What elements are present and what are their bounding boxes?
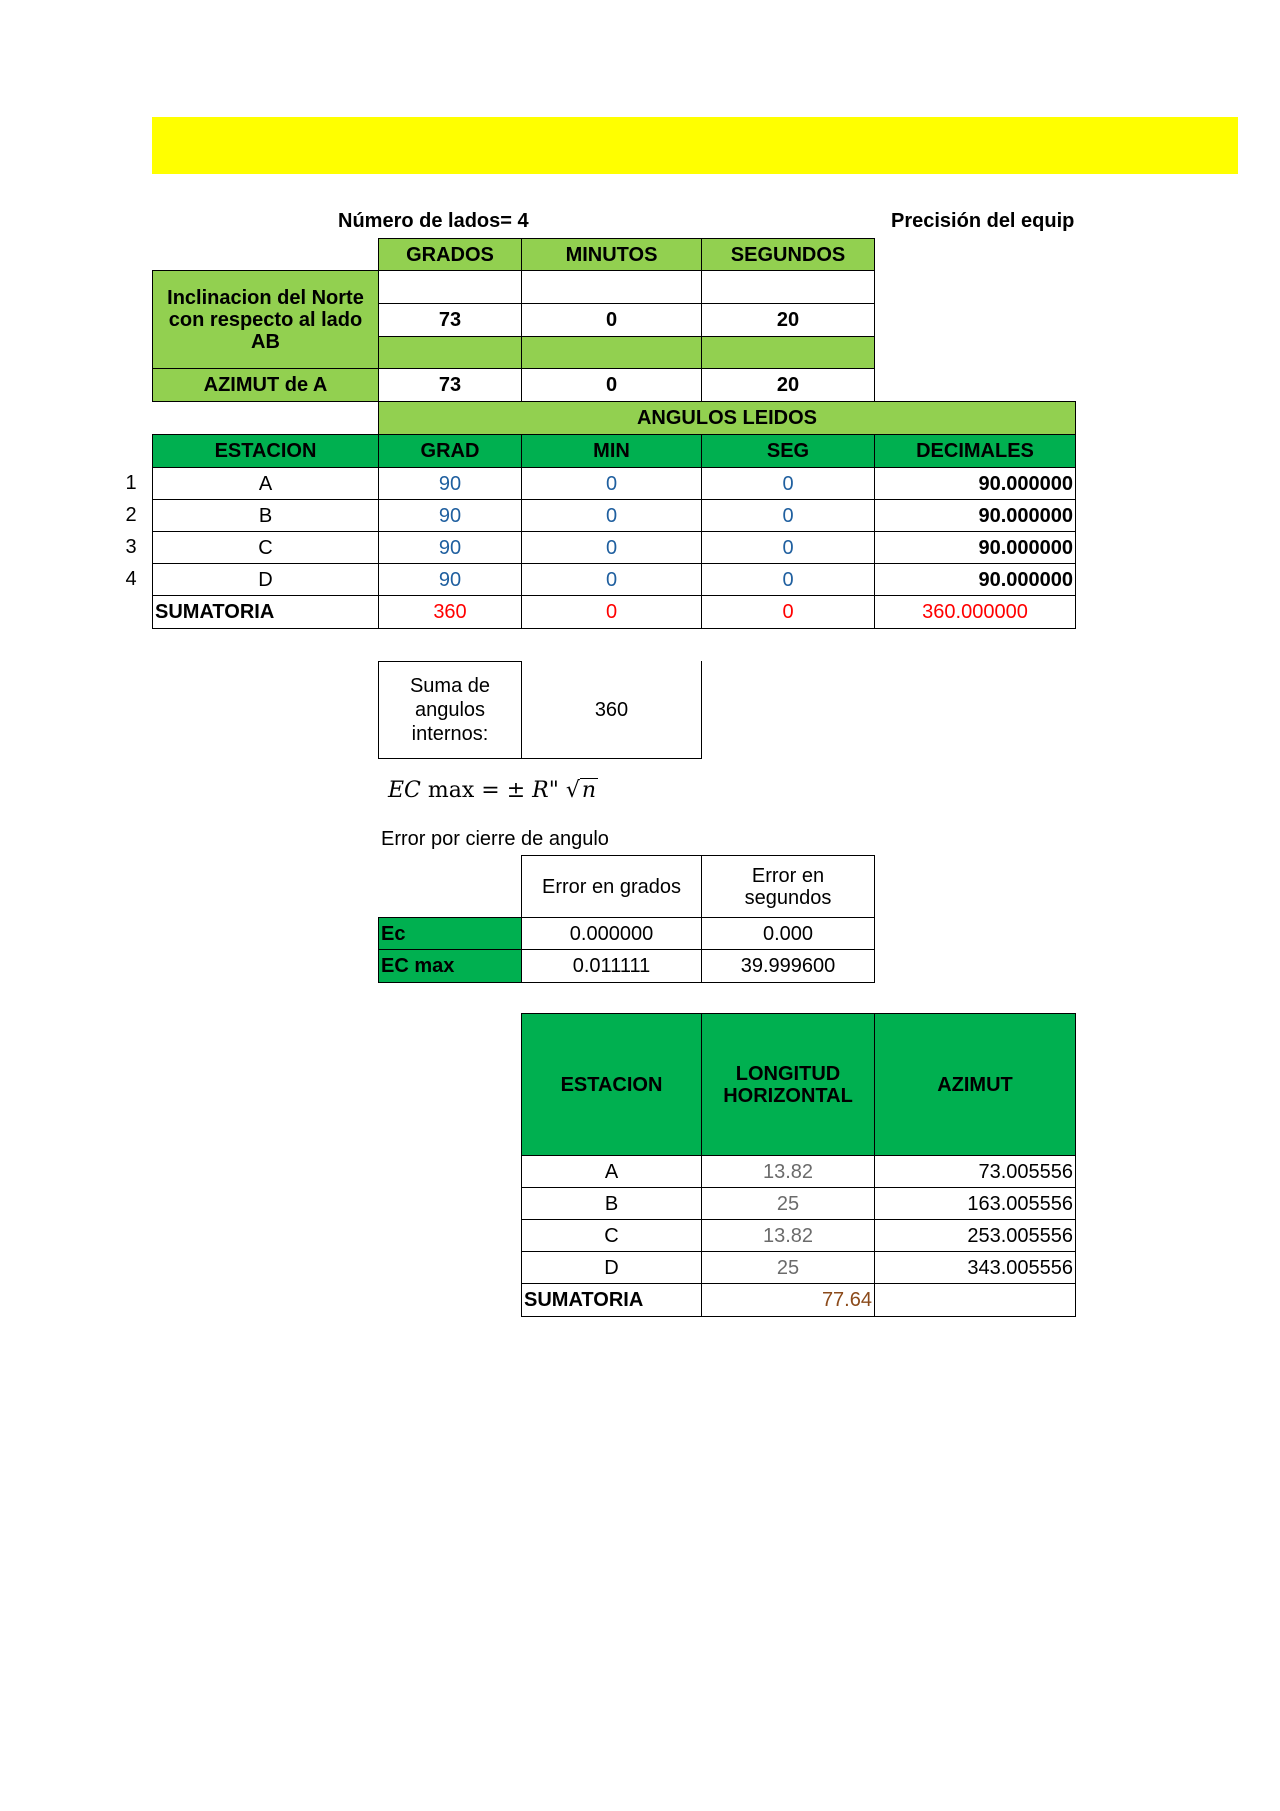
table-row-decimales[interactable]: 90.000000 bbox=[874, 531, 1076, 564]
table-row-azimut[interactable]: 73.005556 bbox=[874, 1155, 1076, 1188]
sumatoria-decimales[interactable]: 360.000000 bbox=[874, 595, 1076, 629]
inclinacion-grados[interactable]: 73 bbox=[378, 303, 522, 337]
error-segundos-header: Error en segundos bbox=[701, 855, 875, 918]
decimales-header: DECIMALES bbox=[874, 434, 1076, 468]
table-row-estacion[interactable]: B bbox=[152, 499, 379, 532]
table-row-grad[interactable]: 90 bbox=[378, 563, 522, 596]
ec-max-segundos[interactable]: 39.999600 bbox=[701, 949, 875, 983]
inclinacion-blank-grados[interactable] bbox=[378, 270, 522, 304]
inclinacion-blank-minutos[interactable] bbox=[521, 270, 702, 304]
num-lados-label: Número de lados= 4 bbox=[338, 210, 529, 232]
table-row-estacion[interactable]: B bbox=[521, 1187, 702, 1220]
table-row-min[interactable]: 0 bbox=[521, 499, 702, 532]
title-bar bbox=[152, 117, 1238, 174]
table-row-longitud[interactable]: 13.82 bbox=[701, 1155, 875, 1188]
table-row-min[interactable]: 0 bbox=[521, 531, 702, 564]
table-row-decimales[interactable]: 90.000000 bbox=[874, 467, 1076, 500]
table-row-estacion[interactable]: D bbox=[152, 563, 379, 596]
az-sumatoria-longitud[interactable]: 77.64 bbox=[701, 1283, 875, 1317]
error-cierre-title: Error por cierre de angulo bbox=[381, 828, 609, 850]
azimut-a-label: AZIMUT de A bbox=[152, 368, 379, 402]
table-row-seg[interactable]: 0 bbox=[701, 531, 875, 564]
row-number: 1 bbox=[125, 472, 137, 494]
min-header: MIN bbox=[521, 434, 702, 468]
table-row-grad[interactable]: 90 bbox=[378, 531, 522, 564]
grad-header: GRAD bbox=[378, 434, 522, 468]
ec-label: Ec bbox=[378, 917, 522, 950]
minutos-header: MINUTOS bbox=[521, 238, 702, 271]
table-row-grad[interactable]: 90 bbox=[378, 499, 522, 532]
formula-eq: = bbox=[481, 778, 500, 803]
table-row-estacion[interactable]: A bbox=[152, 467, 379, 500]
inclinacion-green-minutos bbox=[521, 336, 702, 369]
table-row-longitud[interactable]: 13.82 bbox=[701, 1219, 875, 1252]
ec-grados[interactable]: 0.000000 bbox=[521, 917, 702, 950]
table-row-seg[interactable]: 0 bbox=[701, 563, 875, 596]
az-estacion-header: ESTACION bbox=[521, 1013, 702, 1156]
az-azimut-header: AZIMUT bbox=[874, 1013, 1076, 1156]
estacion-header: ESTACION bbox=[152, 434, 379, 468]
sumatoria-grad[interactable]: 360 bbox=[378, 595, 522, 629]
formula-n: n bbox=[581, 778, 597, 803]
table-row-min[interactable]: 0 bbox=[521, 467, 702, 500]
az-sumatoria-label: SUMATORIA bbox=[521, 1283, 702, 1317]
sumatoria-label: SUMATORIA bbox=[152, 595, 379, 629]
table-row-azimut[interactable]: 343.005556 bbox=[874, 1251, 1076, 1284]
table-row-longitud[interactable]: 25 bbox=[701, 1187, 875, 1220]
inclinacion-green-grados bbox=[378, 336, 522, 369]
table-row-azimut[interactable]: 253.005556 bbox=[874, 1219, 1076, 1252]
row-number: 3 bbox=[125, 536, 137, 558]
azimut-a-minutos[interactable]: 0 bbox=[521, 368, 702, 402]
azimut-a-segundos[interactable]: 20 bbox=[701, 368, 875, 402]
inclinacion-minutos[interactable]: 0 bbox=[521, 303, 702, 337]
sumatoria-min[interactable]: 0 bbox=[521, 595, 702, 629]
sqrt-icon: √ bbox=[565, 778, 580, 803]
table-row-decimales[interactable]: 90.000000 bbox=[874, 499, 1076, 532]
suma-internos-value[interactable]: 360 bbox=[521, 661, 702, 759]
table-row-azimut[interactable]: 163.005556 bbox=[874, 1187, 1076, 1220]
row-number: 2 bbox=[125, 504, 137, 526]
inclinacion-blank-segundos[interactable] bbox=[701, 270, 875, 304]
ec-segundos[interactable]: 0.000 bbox=[701, 917, 875, 950]
inclinacion-green-segundos bbox=[701, 336, 875, 369]
table-row-grad[interactable]: 90 bbox=[378, 467, 522, 500]
table-row-estacion[interactable]: C bbox=[152, 531, 379, 564]
formula-max: max bbox=[427, 778, 475, 803]
ec-max-formula bbox=[388, 778, 598, 803]
azimut-a-grados[interactable]: 73 bbox=[378, 368, 522, 402]
sumatoria-seg[interactable]: 0 bbox=[701, 595, 875, 629]
error-grados-header: Error en grados bbox=[521, 855, 702, 918]
table-row-decimales[interactable]: 90.000000 bbox=[874, 563, 1076, 596]
ec-max-grados[interactable]: 0.011111 bbox=[521, 949, 702, 983]
table-row-seg[interactable]: 0 bbox=[701, 499, 875, 532]
inclinacion-segundos[interactable]: 20 bbox=[701, 303, 875, 337]
formula-ec: EC bbox=[388, 778, 421, 803]
table-row-estacion[interactable]: D bbox=[521, 1251, 702, 1284]
segundos-header: SEGUNDOS bbox=[701, 238, 875, 271]
table-row-longitud[interactable]: 25 bbox=[701, 1251, 875, 1284]
formula-pm: ± bbox=[506, 778, 526, 803]
grados-header: GRADOS bbox=[378, 238, 522, 271]
formula-r: R" bbox=[532, 778, 559, 803]
table-row-estacion[interactable]: C bbox=[521, 1219, 702, 1252]
inclinacion-label: Inclinacion del Norte con respecto al lado AB bbox=[152, 270, 379, 369]
seg-header: SEG bbox=[701, 434, 875, 468]
suma-internos-label: Suma de angulos internos: bbox=[378, 661, 522, 759]
table-row-seg[interactable]: 0 bbox=[701, 467, 875, 500]
row-number: 4 bbox=[125, 568, 137, 590]
ec-max-label: EC max bbox=[378, 949, 522, 983]
precision-label: Precisión del equip bbox=[891, 210, 1075, 232]
table-row-min[interactable]: 0 bbox=[521, 563, 702, 596]
az-sumatoria-azimut[interactable] bbox=[874, 1283, 1076, 1317]
az-longitud-header: LONGITUD HORIZONTAL bbox=[701, 1013, 875, 1156]
angulos-leidos-header: ANGULOS LEIDOS bbox=[378, 401, 1076, 435]
table-row-estacion[interactable]: A bbox=[521, 1155, 702, 1188]
